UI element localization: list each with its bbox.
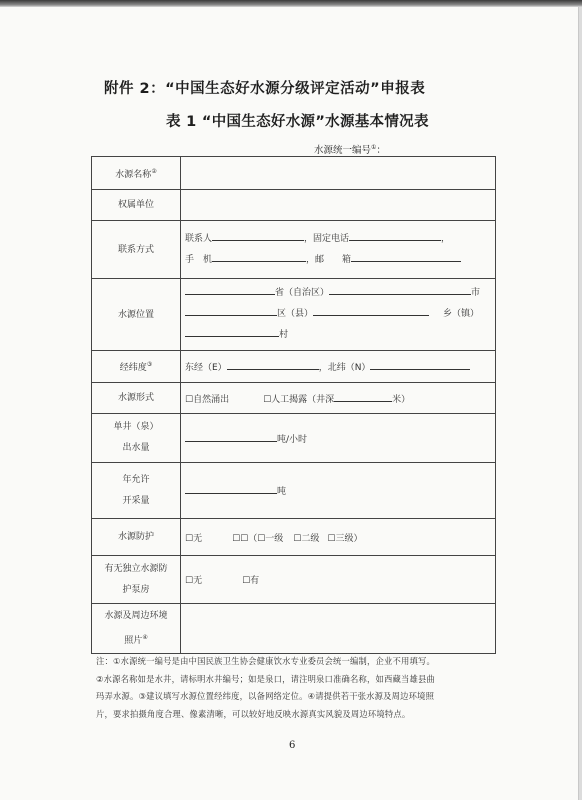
footnote-line: ②水源名称如是水井，请标明水井编号；如是泉口，请注明泉口准确名称，如西藏当雄县曲 (96, 673, 436, 684)
label-owner: 权属单位 (92, 190, 181, 221)
label-pump-house: 有无独立水源防 (104, 563, 168, 574)
row-source-form: 水源形式 ☐自然涌出 ☐人工揭露（井深 米） (92, 383, 496, 414)
row-coordinates: 经纬度③ 东经（E） ，北纬（N） (92, 351, 496, 383)
mobile-field[interactable] (212, 252, 306, 262)
protection-level1-checkbox[interactable]: ☐☐（☐一级 (232, 533, 284, 544)
water-source-form (91, 156, 496, 654)
field-owner[interactable] (181, 190, 496, 221)
natural-checkbox[interactable]: ☐自然涌出 (185, 394, 230, 405)
well-depth-field[interactable] (334, 392, 392, 402)
village-field[interactable] (185, 327, 279, 337)
footnote-line: 注：①水源统一编号是由中国民族卫生协会健康饮水专业委员会统一编制，企业不用填写。 (96, 656, 436, 666)
label-coordinates: 经纬度 (119, 363, 147, 373)
row-owner (92, 190, 496, 221)
fixed-phone-field[interactable] (349, 231, 441, 241)
output-field[interactable] (185, 432, 277, 442)
label-contact: 联系方式 (92, 221, 181, 279)
province-field[interactable] (185, 285, 275, 295)
source-code-label: 水源统一编号 (314, 145, 372, 156)
row-source-name: 水源名称② (92, 157, 496, 190)
district-field[interactable] (185, 306, 277, 316)
row-photos: 水源及周边环境 照片④ (92, 604, 496, 654)
protection-level2-checkbox[interactable]: ☐二级 (293, 533, 320, 544)
row-protection (92, 519, 496, 556)
contact-person-field[interactable] (212, 231, 304, 241)
row-output: 单井（泉） 出水量 吨/小时 (92, 414, 496, 463)
footnote-line: 片，要求拍摄角度合理、像素清晰，可以较好地反映水源真实风貌及周边环境特点。 (96, 708, 411, 719)
label-protection: 水源防护 (92, 519, 181, 556)
table-title: 表 1 “中国生态好水源”水源基本情况表 (166, 114, 429, 130)
field-photos[interactable] (181, 604, 496, 654)
label-allowed-yield: 年允许 (122, 474, 150, 485)
artificial-checkbox[interactable]: ☐人工揭露（井深 (263, 394, 335, 405)
label-source-name: 水源名称 (115, 169, 152, 180)
pump-house-yes-checkbox[interactable]: ☐有 (242, 576, 260, 586)
township-field[interactable] (313, 306, 429, 316)
allowed-yield-field[interactable] (185, 484, 277, 494)
email-field[interactable] (351, 252, 461, 262)
label-output: 单井（泉） (113, 422, 159, 432)
field-source-name[interactable] (181, 157, 496, 190)
attachment-title: 附件 2：“中国生态好水源分级评定活动”申报表 (104, 81, 426, 97)
row-allowed-yield: 年允许 开采量 吨 (92, 463, 496, 519)
latitude-field[interactable] (370, 360, 470, 370)
footnote-line: 玛弄水源。③建议填写水源位置经纬度，以备网络定位。④请提供若干张水源及周边环境照 (96, 691, 435, 701)
row-pump-house: 有无独立水源防 护泵房 ☐无 ☐有 (92, 556, 496, 604)
label-location: 水源位置 (92, 279, 181, 351)
row-contact: 联系方式 联系人 ，固定电话 ， 手 机 ，邮 箱 (92, 221, 496, 279)
city-field[interactable] (329, 285, 471, 295)
protection-level3-checkbox[interactable]: ☐三级） (327, 533, 363, 544)
scan-top-edge (0, 0, 582, 7)
source-code-line: 水源统一编号①： (314, 143, 386, 156)
pump-house-none-checkbox[interactable]: ☐无 (185, 576, 203, 586)
row-location: 水源位置 省（自治区） 市 区（县） 乡（镇） 村 (92, 279, 496, 351)
longitude-field[interactable] (227, 360, 319, 370)
label-source-form: 水源形式 (92, 383, 181, 414)
protection-none-checkbox[interactable]: ☐无 (185, 533, 203, 544)
page-number: 6 (289, 740, 296, 751)
footnotes (96, 653, 498, 723)
label-photos: 水源及周边环境 (104, 610, 168, 621)
note-mark: ① (371, 143, 377, 151)
document-page (0, 7, 579, 800)
